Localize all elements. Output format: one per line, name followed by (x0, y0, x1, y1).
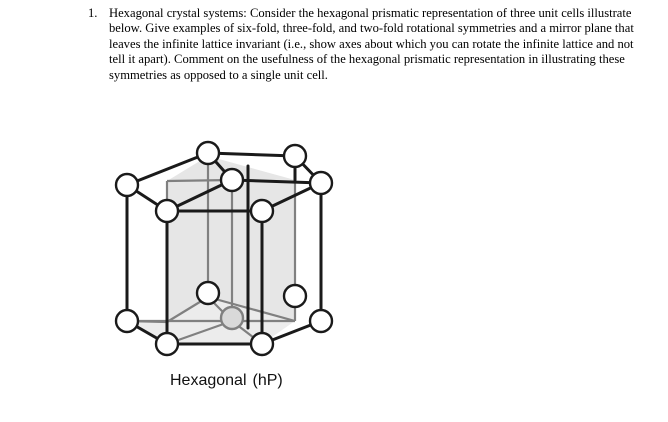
atom-bottom-center (221, 307, 243, 329)
problem-text: Hexagonal crystal systems: Consider the hexagonal prismatic representation of three unit cells illustrate below. Give examples of six-fold, three-fold, and two-fold rotational symmetries and a mirror plane that leaves the infinite lattice invariant (i.e., show axes about which you can rotate the infinite lattice and not tell it apart). Comment on the usefulness of the hexagonal prismatic representation in illustrating these symmetries as opposed to a single unit cell. (109, 6, 634, 82)
atom-bottom-front-left (156, 333, 178, 355)
atom-top-center (221, 169, 243, 191)
problem-number: 1. (88, 6, 98, 20)
atom-bottom-back-right (284, 285, 306, 307)
atom-top-back-right (284, 145, 306, 167)
caption-name: Hexagonal (170, 372, 247, 389)
hexagonal-lattice-figure (110, 128, 350, 398)
atom-top-left (116, 174, 138, 196)
figure-caption (170, 372, 283, 390)
atom-bottom-front-right (251, 333, 273, 355)
hexagonal-prism-diagram (110, 128, 350, 398)
atom-top-back-left (197, 142, 219, 164)
atom-bottom-left (116, 310, 138, 332)
atom-top-front-left (156, 200, 178, 222)
problem-statement (88, 6, 648, 83)
caption-symbol: (hP) (252, 372, 283, 389)
atom-bottom-right (310, 310, 332, 332)
atom-bottom-back-left (197, 282, 219, 304)
atom-top-right (310, 172, 332, 194)
atom-top-front-right (251, 200, 273, 222)
